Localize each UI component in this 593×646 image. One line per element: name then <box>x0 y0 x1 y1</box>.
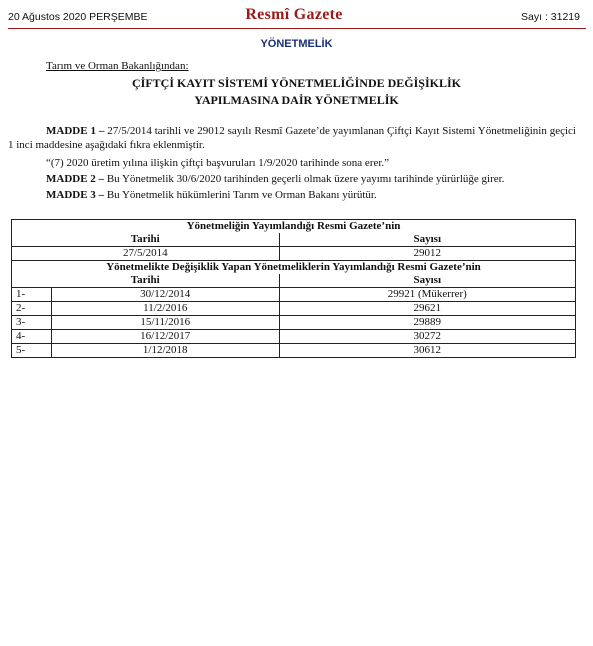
section-heading: YÖNETMELİK <box>260 38 333 50</box>
table-main-heading-row <box>12 220 576 234</box>
row-index: 1- <box>12 288 52 302</box>
table-amend-heading-row <box>12 261 576 275</box>
table-row <box>12 316 576 330</box>
row-date: 15/11/2016 <box>51 316 279 330</box>
table-row <box>12 330 576 344</box>
article-label: MADDE 3 – <box>46 189 105 201</box>
regulation-title-line-2: YAPILMASINA DAİR YÖNETMELİK <box>194 93 399 107</box>
table-row <box>12 302 576 316</box>
article-label: MADDE 1 – <box>46 125 105 137</box>
ministry-name: Tarım ve Orman Bakanlığından: <box>46 60 189 72</box>
row-index: 4- <box>12 330 52 344</box>
row-index: 2- <box>12 302 52 316</box>
main-number: 29012 <box>279 247 575 261</box>
row-date: 30/12/2014 <box>51 288 279 302</box>
row-date: 1/12/2018 <box>51 344 279 358</box>
table-column-header-row <box>12 274 576 288</box>
row-date: 11/2/2016 <box>51 302 279 316</box>
column-header-date: Tarihi <box>12 233 280 247</box>
header-divider <box>8 28 586 29</box>
article-text: Bu Yönetmelik 30/6/2020 tarihinden geçerli olmak üzere yayımı tarihinde yürürlüğe girer. <box>104 173 505 185</box>
article-text: 27/5/2014 tarihli ve 29012 sayılı Resmî Gazete’de yayımlanan Çiftçi Kayıt Sistemi Yönetmeliğinin geçici 1 inci maddesine aşağıdaki fıkra eklenmiştir. <box>8 125 576 151</box>
article-text: Bu Yönetmelik hükümlerini Tarım ve Orman Bakanı yürütür. <box>104 189 377 201</box>
main-date: 27/5/2014 <box>12 247 280 261</box>
table-amend-heading: Yönetmelikte Değişiklik Yapan Yönetmeliklerin Yayımlandığı Resmi Gazete’nin <box>12 261 576 275</box>
row-index: 5- <box>12 344 52 358</box>
regulation-title-line-1: ÇİFTÇİ KAYIT SİSTEMİ YÖNETMELİĞİNDE DEĞİŞİKLİK <box>132 76 461 90</box>
gazette-header <box>8 8 580 28</box>
row-number: 29889 <box>279 316 575 330</box>
article-label: MADDE 2 – <box>46 173 105 185</box>
table-row <box>12 247 576 261</box>
clause-text: “(7) 2020 üretim yılına ilişkin çiftçi başvuruları 1/9/2020 tarihinde sona erer.” <box>46 157 390 169</box>
table-main-heading: Yönetmeliğin Yayımlandığı Resmi Gazete’nin <box>12 220 576 234</box>
column-header-number: Sayısı <box>279 233 575 247</box>
column-header-number: Sayısı <box>279 274 575 288</box>
article-1 <box>8 124 576 152</box>
row-number: 29921 (Mükerrer) <box>279 288 575 302</box>
table-row <box>12 288 576 302</box>
row-date: 16/12/2017 <box>51 330 279 344</box>
column-header-date: Tarihi <box>12 274 280 288</box>
row-number: 30272 <box>279 330 575 344</box>
issue-number: Sayı : 31219 <box>521 11 580 23</box>
gazette-title: Resmî Gazete <box>245 6 343 23</box>
article-3 <box>8 188 576 202</box>
row-number: 29621 <box>279 302 575 316</box>
article-2 <box>8 172 576 186</box>
table-column-header-row <box>12 233 576 247</box>
issue-date: 20 Ağustos 2020 PERŞEMBE <box>8 11 148 23</box>
added-clause <box>8 156 576 170</box>
publication-history-table <box>11 219 576 358</box>
row-index: 3- <box>12 316 52 330</box>
row-number: 30612 <box>279 344 575 358</box>
table-row <box>12 344 576 358</box>
